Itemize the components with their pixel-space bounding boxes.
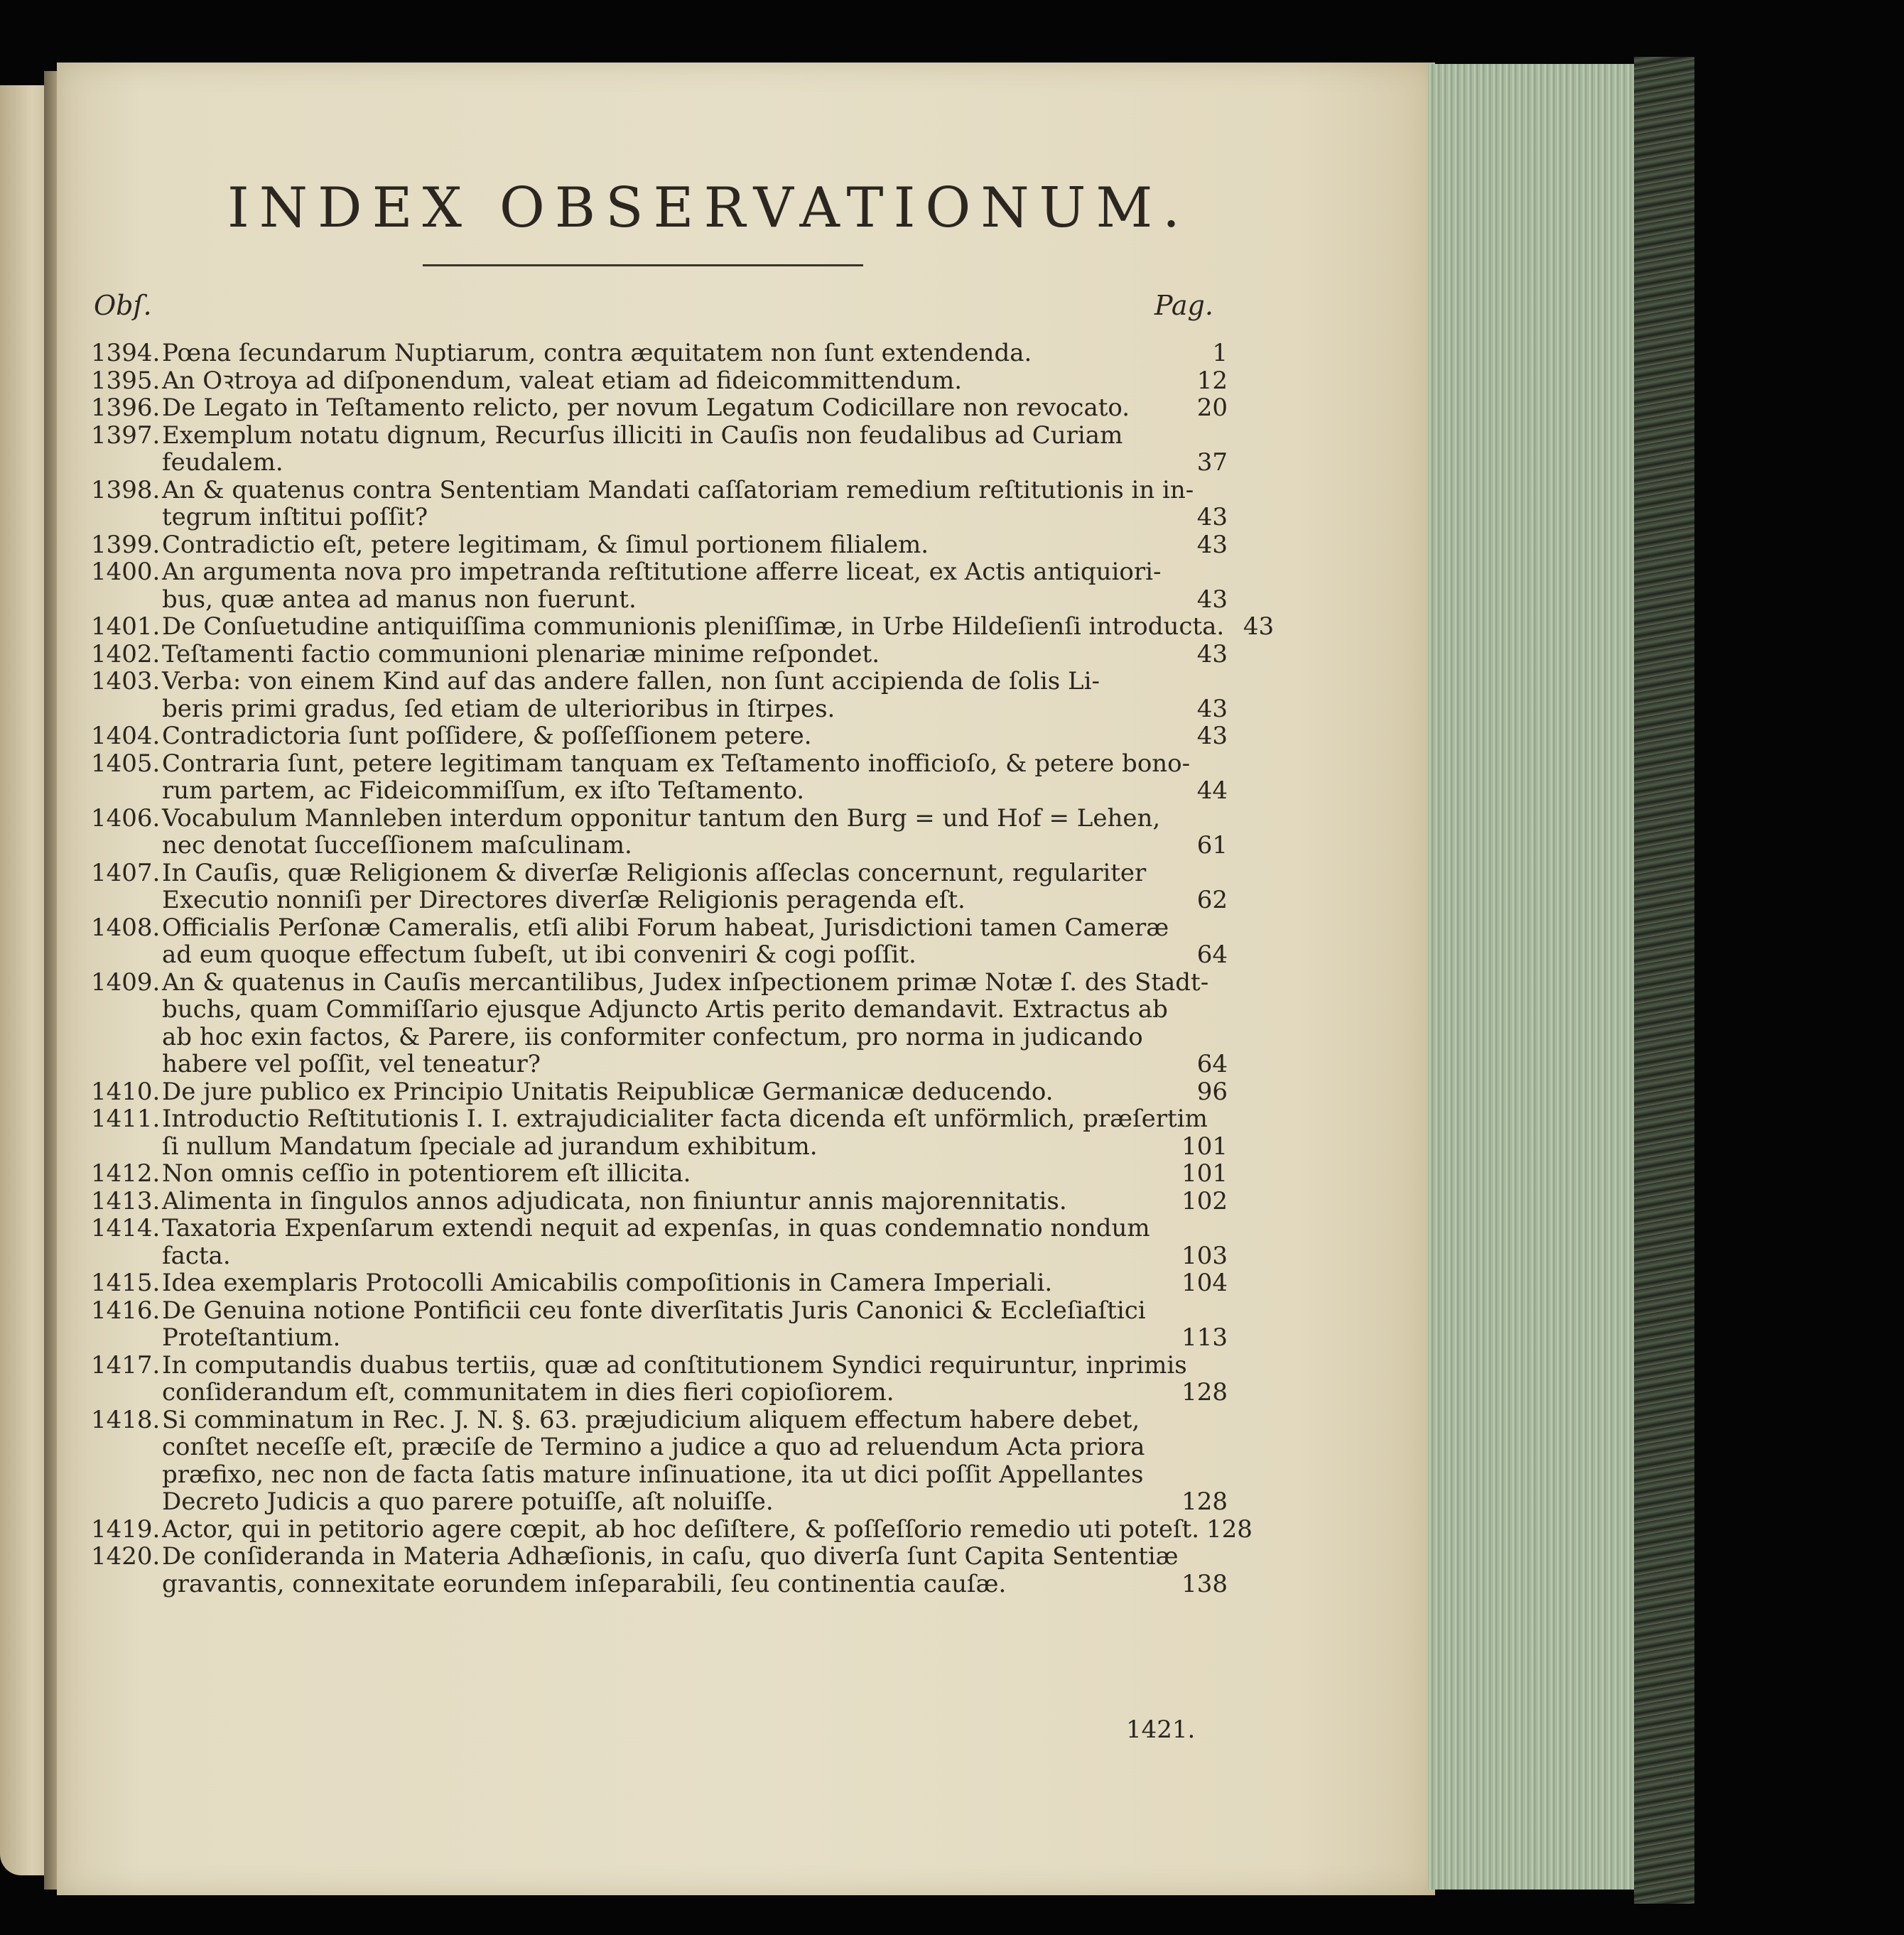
entry-text (162, 477, 1228, 531)
observation-number: 1406. (91, 803, 161, 833)
entry-line-text: buchs, quam Commiſſario ejusque Adjuncto Artis perito demandavit. Extractus ab (162, 995, 1168, 1024)
page-number: 113 (1181, 1323, 1228, 1352)
observation-number: 1407. (91, 858, 161, 887)
page-number: 12 (1196, 366, 1228, 395)
observation-number: 1401. (91, 612, 161, 641)
entry-line-text: facta. (162, 1241, 231, 1270)
index-entry (91, 367, 1228, 395)
entry-text (162, 1078, 1228, 1106)
entry-line (162, 367, 1228, 395)
index-entry (91, 1105, 1228, 1160)
entry-line (162, 860, 1228, 887)
entry-line (162, 1406, 1228, 1434)
entry-line-text: conſtet neceſſe eſt, præciſe de Termino a judice a quo ad reluendum Acta priora (162, 1433, 1145, 1461)
entry-line (162, 558, 1228, 586)
entry-line (162, 1051, 1228, 1078)
index-entry (91, 394, 1228, 422)
entry-text (162, 641, 1228, 668)
entry-text (162, 367, 1228, 395)
observation-number: 1399. (91, 530, 161, 559)
page-number: 101 (1181, 1159, 1228, 1188)
page-number: 104 (1181, 1269, 1228, 1297)
entry-line-text: ab hoc exin factos, & Parere, iis conformiter confectum, pro norma in judicando (162, 1022, 1143, 1051)
entry-line-text: bus, quæ antea ad manus non fuerunt. (162, 585, 637, 614)
index-entry (91, 1406, 1228, 1516)
entry-text (162, 340, 1228, 367)
page-number: 43 (1196, 503, 1228, 531)
page-number: 128 (1181, 1378, 1228, 1406)
page-number: 101 (1181, 1132, 1228, 1161)
entry-text (162, 1188, 1228, 1215)
page-number: 43 (1196, 639, 1228, 668)
page-number: 43 (1196, 585, 1228, 614)
entry-line-text: Contradictio eſt, petere legitimam, & ſimul portionem filialem. (162, 530, 929, 559)
observation-number: 1416. (91, 1296, 161, 1325)
entry-line (162, 586, 1228, 614)
entry-line-text: Teſtamenti factio communioni plenariæ minime reſpondet. (162, 639, 880, 668)
entry-line (162, 941, 1228, 969)
page-number: 138 (1181, 1569, 1228, 1598)
entry-line (162, 613, 1274, 641)
entry-text (162, 1352, 1228, 1406)
page-number: 43 (1196, 722, 1228, 750)
entry-text (162, 1105, 1228, 1160)
entry-line (162, 1269, 1228, 1297)
entry-line-text: De jure publico ex Principio Unitatis Reipublicæ Germanicæ deducendo. (162, 1077, 1054, 1106)
entry-line-text: Idea exemplaris Protocolli Amicabilis compoſitionis in Camera Imperiali. (162, 1269, 1053, 1297)
entry-line-text: Executio nonniſi per Directores diverſæ Religionis peragenda eſt. (162, 886, 965, 914)
page-number: 43 (1196, 530, 1228, 559)
index-entry (91, 805, 1228, 860)
entry-line-text: Decreto Judicis a quo parere potuiſſe, aſt noluiſſe. (162, 1487, 774, 1516)
entry-line-text: Contradictoria ſunt poſſidere, & poſſeſſionem petere. (162, 722, 812, 750)
entry-line (162, 695, 1228, 723)
entry-line-text: nec denotat ſucceſſionem maſculinam. (162, 831, 632, 860)
entry-line (162, 1379, 1228, 1406)
index-entry (91, 668, 1228, 722)
entry-line (162, 422, 1228, 450)
entry-line (162, 1242, 1228, 1270)
entry-line (162, 531, 1228, 559)
observation-number: 1419. (91, 1514, 161, 1544)
page-number: 64 (1196, 941, 1228, 969)
entry-line-text: An argumenta nova pro impetranda reſtitutione afferre liceat, ex Actis antiquiori- (162, 558, 1162, 586)
index-entry (91, 477, 1228, 531)
index-entry (91, 641, 1228, 668)
entry-line-text: An & quatenus in Cauſis mercantilibus, Judex inſpectionem primæ Notæ ſ. des Stadt- (162, 968, 1209, 997)
entry-text (162, 1543, 1228, 1598)
entry-text (162, 1269, 1228, 1297)
observation-number: 1418. (91, 1405, 161, 1434)
entry-line-text: De Conſuetudine antiquiſſima communionis pleniſſimæ, in Urbe Hildeſienſi introducta. (162, 612, 1225, 641)
observation-number: 1394. (91, 339, 161, 367)
title-rule (423, 264, 863, 266)
entry-line (162, 996, 1228, 1024)
observation-number: 1405. (91, 749, 161, 778)
observation-number: 1417. (91, 1350, 161, 1380)
catchword: 1421. (1126, 1716, 1196, 1744)
column-header-obs: Obſ. (94, 290, 152, 321)
entry-line (162, 887, 1228, 914)
page-title: INDEX OBSERVATIONUM. (227, 176, 1190, 240)
entry-line (162, 1433, 1228, 1461)
entry-line-text: Exemplum notatu dignum, Recurſus illiciti in Cauſis non feudalibus ad Curiam (162, 421, 1123, 450)
entry-line-text: De Legato in Teſtamento relicto, per novum Legatum Codicillare non revocato. (162, 394, 1130, 422)
book-cover-edge (1634, 57, 1694, 1904)
entry-line-text: Si comminatum in Rec. J. N. §. 63. præjudicium aliquem effectum habere debet, (162, 1405, 1140, 1434)
index-entry (91, 1297, 1228, 1352)
entry-text (162, 1406, 1228, 1516)
index-entry (91, 1160, 1228, 1188)
observation-number: 1395. (91, 366, 161, 395)
observation-number: 1404. (91, 722, 161, 750)
entry-text (162, 750, 1228, 805)
page-number: 43 (1196, 694, 1228, 723)
page-number: 102 (1181, 1186, 1228, 1215)
page-number: 128 (1181, 1487, 1228, 1516)
index-entries (91, 339, 1275, 1598)
observation-number: 1411. (91, 1105, 161, 1133)
observation-number: 1410. (91, 1077, 161, 1106)
entry-line (162, 1215, 1228, 1242)
entry-text (162, 1160, 1228, 1188)
entry-line (162, 668, 1228, 695)
entry-line-text: Alimenta in ſingulos annos adjudicata, non finiuntur annis majorennitatis. (162, 1186, 1067, 1215)
entry-line (162, 777, 1228, 805)
entry-line (162, 914, 1228, 942)
entry-line (162, 1188, 1228, 1215)
observation-number: 1397. (91, 421, 161, 450)
index-entry (91, 1514, 1253, 1544)
entry-line-text: præfixo, nec non de facta ſatis mature inſinuatione, ita ut dici poſſit Appellantes (162, 1460, 1144, 1489)
entry-text (162, 394, 1228, 422)
entry-line-text: Taxatoria Expenſarum extendi nequit ad expenſas, in quas condemnatio nondum (162, 1214, 1150, 1242)
entry-text (162, 805, 1228, 860)
page-number: 96 (1196, 1077, 1228, 1106)
observation-number: 1400. (91, 558, 161, 586)
entry-line (162, 805, 1228, 833)
entry-text (162, 613, 1274, 641)
entry-line-text: habere vel poſſit, vel teneatur? (162, 1050, 541, 1078)
index-entry (91, 1543, 1228, 1598)
observation-number: 1412. (91, 1159, 161, 1188)
observation-number: 1413. (91, 1186, 161, 1215)
observation-number: 1415. (91, 1269, 161, 1297)
entry-line-text: ſi nullum Mandatum ſpeciale ad jurandum exhibitum. (162, 1132, 818, 1161)
page-block-edges (1428, 64, 1638, 1890)
index-entry (91, 1078, 1228, 1106)
entry-line (162, 1160, 1228, 1188)
entry-line-text: feudalem. (162, 448, 283, 477)
entry-text (162, 1215, 1228, 1269)
entry-line (162, 1024, 1228, 1051)
entry-line-text: Actor, qui in petitorio agere cœpit, ab hoc deſiſtere, & poſſeſſorio remedio uti poteſt. (162, 1514, 1200, 1544)
index-entry (91, 558, 1228, 613)
observation-number: 1402. (91, 639, 161, 668)
entry-line-text: beris primi gradus, ſed etiam de ulterioribus in ſtirpes. (162, 694, 835, 723)
entry-line-text: De conſideranda in Materia Adhæſionis, in caſu, quo diverſa ſunt Capita Sententiæ (162, 1542, 1179, 1571)
entry-line (162, 832, 1228, 860)
index-entry (91, 1188, 1228, 1215)
entry-text (162, 914, 1228, 969)
entry-line (162, 641, 1228, 668)
entry-line (162, 1461, 1228, 1489)
entry-text (162, 1516, 1253, 1544)
entry-line-text: Proteſtantium. (162, 1323, 341, 1352)
entry-text (162, 722, 1228, 750)
index-entry (91, 1215, 1228, 1269)
entry-line (162, 722, 1228, 750)
index-entry (91, 531, 1228, 559)
entry-text (162, 422, 1228, 477)
page-number: 20 (1196, 394, 1228, 422)
page-number: 62 (1196, 886, 1228, 914)
observation-number: 1403. (91, 667, 161, 695)
entry-line (162, 1516, 1253, 1544)
entry-line-text: Contraria ſunt, petere legitimam tanquam ex Teſtamento inofficioſo, & petere bono- (162, 749, 1191, 778)
entry-line (162, 394, 1228, 422)
entry-text (162, 969, 1228, 1078)
index-entry (91, 914, 1228, 969)
entry-line (162, 1324, 1228, 1352)
entry-line (162, 1105, 1228, 1133)
entry-line-text: De Genuina notione Pontificii ceu fonte diverſitatis Juris Canonici & Eccleſiaſtici (162, 1296, 1146, 1325)
entry-line-text: In computandis duabus tertiis, quæ ad conſtitutionem Syndici requiruntur, inprimis (162, 1350, 1187, 1380)
entry-line (162, 750, 1228, 778)
entry-text (162, 558, 1228, 613)
page-number: 1 (1212, 339, 1228, 367)
index-entry (91, 1352, 1228, 1406)
index-entry (91, 969, 1228, 1078)
page-number: 61 (1196, 831, 1228, 860)
entry-text (162, 531, 1228, 559)
entry-line-text: Pœna ſecundarum Nuptiarum, contra æquitatem non ſunt extendenda. (162, 339, 1032, 367)
entry-line (162, 1488, 1228, 1516)
entry-line (162, 504, 1228, 531)
entry-text (162, 668, 1228, 722)
page-number: 43 (1243, 612, 1275, 641)
entry-line (162, 1133, 1228, 1161)
entry-text (162, 1297, 1228, 1352)
entry-text (162, 860, 1228, 914)
entry-line-text: conſiderandum eſt, communitatem in dies fieri copioſiorem. (162, 1378, 894, 1406)
entry-line (162, 1297, 1228, 1325)
page-number: 64 (1196, 1050, 1228, 1078)
entry-line (162, 1543, 1228, 1571)
index-entry (91, 612, 1275, 641)
entry-line (162, 1352, 1228, 1380)
entry-line-text: Introductio Reſtitutionis I. I. extrajudicialiter facta dicenda eſt unförmlich, præſertim (162, 1105, 1208, 1133)
entry-line (162, 340, 1228, 367)
page-number: 103 (1181, 1241, 1228, 1270)
index-entry (91, 722, 1228, 750)
entry-line (162, 1571, 1228, 1598)
page-number: 44 (1196, 776, 1228, 805)
entry-line-text: An Oꝛtroya ad diſponendum, valeat etiam ad fideicommittendum. (162, 366, 963, 395)
observation-number: 1408. (91, 913, 161, 942)
entry-line-text: tegrum inſtitui poſſit? (162, 503, 428, 531)
entry-line-text: In Cauſis, quæ Religionem & diverſæ Religionis aſſeclas concernunt, regulariter (162, 858, 1147, 887)
entry-line-text: Officialis Perſonæ Cameralis, etſi alibi Forum habeat, Jurisdictioni tamen Cameræ (162, 913, 1169, 942)
entry-line-text: rum partem, ac Fideicommiſſum, ex iſto Teſtamento. (162, 776, 805, 805)
entry-line-text: An & quatenus contra Sententiam Mandati caſſatoriam remedium reſtitutionis in in- (162, 475, 1194, 504)
entry-line (162, 477, 1228, 504)
page-number: 128 (1206, 1514, 1253, 1544)
observation-number: 1414. (91, 1214, 161, 1242)
entry-line-text: Vocabulum Mannleben interdum opponitur tantum den Burg = und Hof = Lehen, (162, 803, 1161, 833)
observation-number: 1398. (91, 475, 161, 504)
observation-number: 1409. (91, 968, 161, 997)
entry-line-text: ad eum quoque effectum ſubeſt, ut ibi conveniri & cogi poſſit. (162, 941, 916, 969)
observation-number: 1396. (91, 394, 161, 422)
index-entry (91, 340, 1228, 367)
index-entry (91, 1269, 1228, 1297)
entry-line-text: gravantis, connexitate eorundem inſeparabili, ſeu continentia cauſæ. (162, 1569, 1007, 1598)
entry-line-text: Non omnis ceſſio in potentiorem eſt illicita. (162, 1159, 691, 1188)
page-number: 37 (1196, 448, 1228, 477)
entry-line (162, 449, 1228, 477)
entry-line (162, 1078, 1228, 1106)
entry-line (162, 969, 1228, 997)
index-entry (91, 860, 1228, 914)
observation-number: 1420. (91, 1542, 161, 1571)
entry-line-text: Verba: von einem Kind auf das andere fallen, non ſunt accipienda de ſolis Li- (162, 667, 1100, 695)
index-entry (91, 750, 1228, 805)
column-header-pag: Pag. (1154, 290, 1213, 321)
index-entry (91, 422, 1228, 477)
